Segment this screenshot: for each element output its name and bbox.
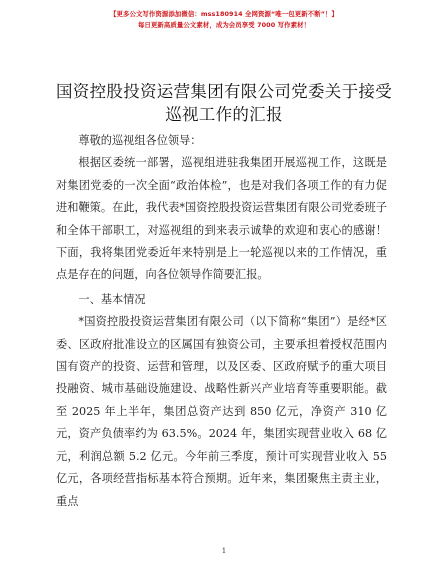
paragraph-intro: 根据区委统一部署，巡视组进驻我集团开展巡视工作，这既是对集团党委的一次全面“政治体检”，也是对我们各项工作的有力促进和鞭策。在此，我代表*国资控股投资运营集团有限公司党委班子和全体干部职工，对巡视组的到来表示诚挚的欢迎和衷心的感谢！下面，我将集团党委近年来特别是上一轮巡视以来的工作情况，重点是存在的问题，向各位领导作简要汇报。 bbox=[56, 156, 387, 282]
salutation: 尊敬的巡视组各位领导： bbox=[78, 134, 202, 147]
document-title bbox=[20, 80, 428, 126]
page-number: 1 bbox=[221, 547, 227, 555]
paragraph-basic-situation: *国资控股投资运营集团有限公司（以下简称“集团”）是经*区委、区政府批准设立的区属国有独资公司，主要承担着授权范围内国有资产的投资、运营和管理，以及区委、区政府赋予的重大项目投融资、城市基础设施建设、战略性新兴产业培育等重要职能。截至 2025 年上半年，集团总资产达到 850 亿元，净资产 310 亿元，资产负债率约为 63.5%。2024 年，集团实现营业收入 68 亿元，利润总额 5.2 亿元。今年前三季度，预计可实现营业收入 55 亿元，各项经营指标基本符合预期。近年来，集团聚焦主责主业，重点 bbox=[56, 315, 387, 508]
promo-banner-line2: 每日更新高质量公文素材，成为会员享受 7000 写作素材！ bbox=[137, 21, 311, 29]
document-title-line1: 国资控股投资运营集团有限公司党委关于接受 bbox=[56, 82, 392, 101]
section-heading-basic-situation: 一、基本情况 bbox=[78, 292, 146, 306]
promo-banner-line1: 【更多公文写作资源添加微信：mss180914 全网资源“唯一包更新不断”！】 bbox=[109, 10, 339, 18]
document-body bbox=[56, 128, 387, 513]
promo-banner bbox=[0, 9, 448, 31]
document-title-line2: 巡视工作的汇报 bbox=[165, 105, 283, 124]
